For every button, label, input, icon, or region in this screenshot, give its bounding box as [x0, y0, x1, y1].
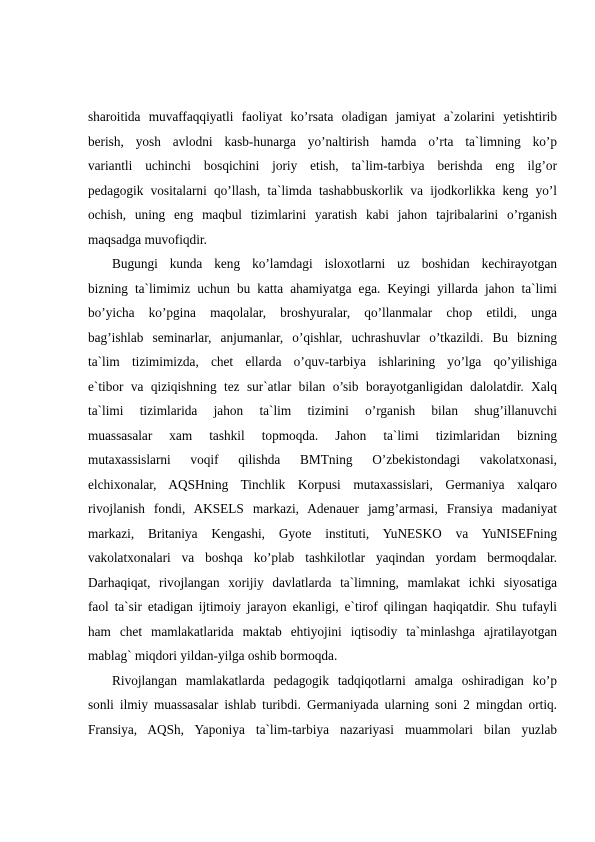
text-line: rivojlanish fondi, AKSELS markazi, Adenauer jamg’armasi, Fransiya madaniyat — [88, 501, 557, 516]
text-line: Rivojlangan mamlakatlarda pedagogik tadqiqotlarni amalga oshiradigan ko’p — [112, 672, 557, 688]
text-line: pedagogik vositalarni qo’llash, ta`limda tashabbuskorlik va ijodkorlikka keng yo’l — [88, 182, 557, 198]
text-line: sonli ilmiy muassasalar ishlab turibdi. Germaniyada ularning soni 2 mingdan ortiq. — [88, 697, 557, 712]
text-line: vakolatxonalari va boshqa ko’plab tashkilotlar yaqindan yordam bermoqdalar. — [88, 550, 557, 565]
text-line: elchixonalar, AQSHning Tinchlik Korpusi mutaxassislari, Germaniya xalqaro — [88, 476, 557, 492]
text-line: markazi, Britaniya Kengashi, Gyote instituti, YuNESKO va YuNISEFning — [88, 525, 557, 541]
text-line: ochish, uning eng maqbul tizimlarini yaratish kabi jahon tajribalarini o’rganish — [88, 207, 557, 222]
text-line: maqsadga muvofiqdir. — [88, 231, 207, 247]
text-line: mutaxassislarni voqif qilishda BMTning O’zbekistondagi vakolatxonasi, — [88, 452, 557, 467]
text-line: e`tibor va qiziqishning tez sur`atlar bilan o’sib borayotganligidan dalolatdir. Xalq — [88, 378, 557, 394]
text-line: Fransiya, AQSh, Yaponiya ta`lim-tarbiya nazariyasi muammolari bilan yuzlab — [88, 721, 557, 737]
paragraph — [88, 105, 557, 252]
text-line: ta`lim tizimimizda, chet ellarda o’quv-tarbiya ishlarining yo’lga qo’yilishiga — [88, 354, 557, 369]
text-line: faol ta`sir etadigan ijtimoiy jarayon ekanligi, e`tirof qilingan haqiqatdir. Shu tufayli — [88, 599, 557, 614]
text-line: ta`limi tizimlarida jahon ta`lim tizimini o’rganish bilan shug’illanuvchi — [88, 403, 557, 418]
text-line: sharoitida muvaffaqqiyatli faoliyat ko’rsata oladigan jamiyat a`zolarini yetishtirib — [88, 109, 557, 124]
body-text — [88, 105, 557, 742]
text-line: bizning ta`limimiz uchun bu katta ahamiyatga ega. Keyingi yillarda jahon ta`limi — [88, 280, 557, 296]
text-line: muassasalar xam tashkil topmoqda. Jahon ta`limi tizimlaridan bizning — [88, 427, 557, 443]
text-line: berish, yosh avlodni kasb-hunarga yo’naltirish hamda o’rta ta`limning ko’p — [88, 133, 557, 149]
paragraph — [88, 669, 557, 743]
paragraph — [88, 252, 557, 669]
text-line: bo’yicha ko’pgina maqolalar, broshyuralar, qo’llanmalar chop etildi, unga — [88, 305, 557, 320]
text-line: Bugungi kunda keng ko’lamdagi isloxotlarni uz boshidan kechirayotgan — [112, 256, 557, 271]
text-line: variantli uchinchi bosqichini joriy etish, ta`lim-tarbiya berishda eng ilg’or — [88, 158, 557, 173]
text-line: bag’ishlab seminarlar, anjumanlar, o’qishlar, uchrashuvlar o’tkazildi. Bu bizning — [88, 329, 557, 345]
text-line: Darhaqiqat, rivojlangan xorijiy davlatlarda ta`limning, mamlakat ichki siyosatiga — [88, 574, 557, 590]
text-line: ham chet mamlakatlarida maktab ehtiyojini iqtisodiy ta`minlashga ajratilayotgan — [88, 623, 557, 639]
text-line: mablag` miqdori yildan-yilga oshib bormoqda. — [88, 648, 338, 663]
